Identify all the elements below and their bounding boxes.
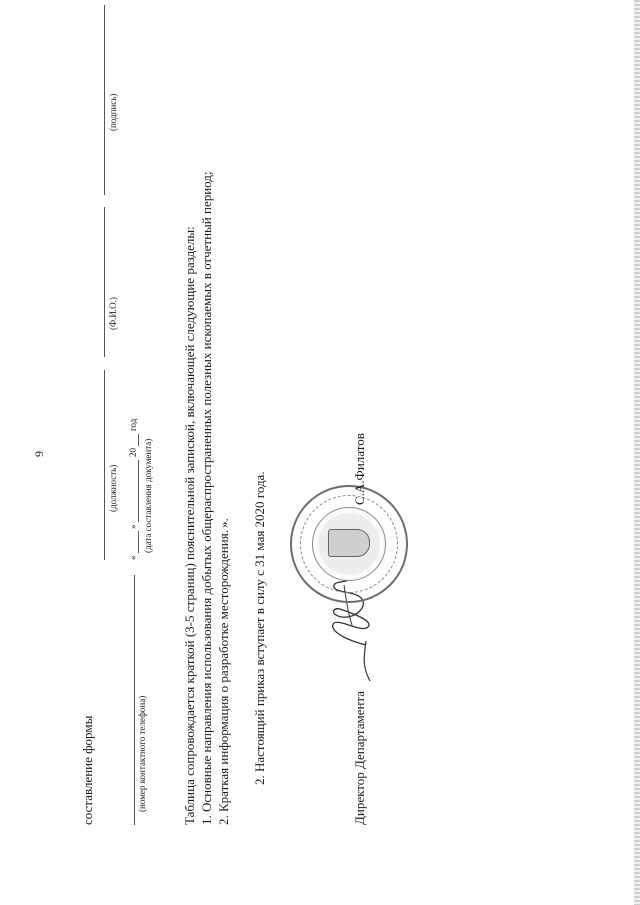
coat-of-arms-icon (328, 529, 370, 557)
order-point-2: 2. Настоящий приказ вступает в силу с 31 мая 2020 года. (252, 471, 267, 785)
position-label: (должность) (108, 464, 118, 512)
day-line (138, 531, 139, 553)
signatory-title: Директор Департамента (352, 690, 367, 825)
date-doc-label: (дата составления документа) (143, 438, 153, 553)
date-open-quote: « (128, 555, 138, 560)
phone-line (134, 575, 135, 825)
page-number: 9 (32, 451, 46, 457)
fio-label: (Ф.И.О.) (108, 297, 118, 330)
fio-line (104, 207, 105, 357)
body-item-1: 1. Основные направления использования добытых общераспространенных полезных ископаемых в отчетный период; (199, 171, 214, 825)
body-intro: Таблица сопровождается краткой (3-5 страниц) пояснительной запиской, включающей следующие разделы: (182, 226, 197, 825)
year-prefix: 20 (128, 448, 138, 457)
form-intro: составление формы (80, 715, 95, 825)
position-line (104, 370, 105, 560)
phone-label: (номер контактного телефона) (137, 695, 147, 812)
body-item-2: 2. Краткая информация о разработке месторождения. (216, 530, 231, 825)
year-line (138, 434, 139, 446)
official-seal (290, 485, 408, 603)
year-suffix: год (128, 418, 138, 431)
month-line (138, 460, 139, 522)
body-item-2-close: ». (216, 518, 231, 528)
date-close-quote: » (128, 524, 138, 529)
signatory-name: С.А.Филатов (352, 433, 367, 505)
signature-line (104, 5, 105, 195)
signature-label: (подпись) (108, 93, 118, 131)
